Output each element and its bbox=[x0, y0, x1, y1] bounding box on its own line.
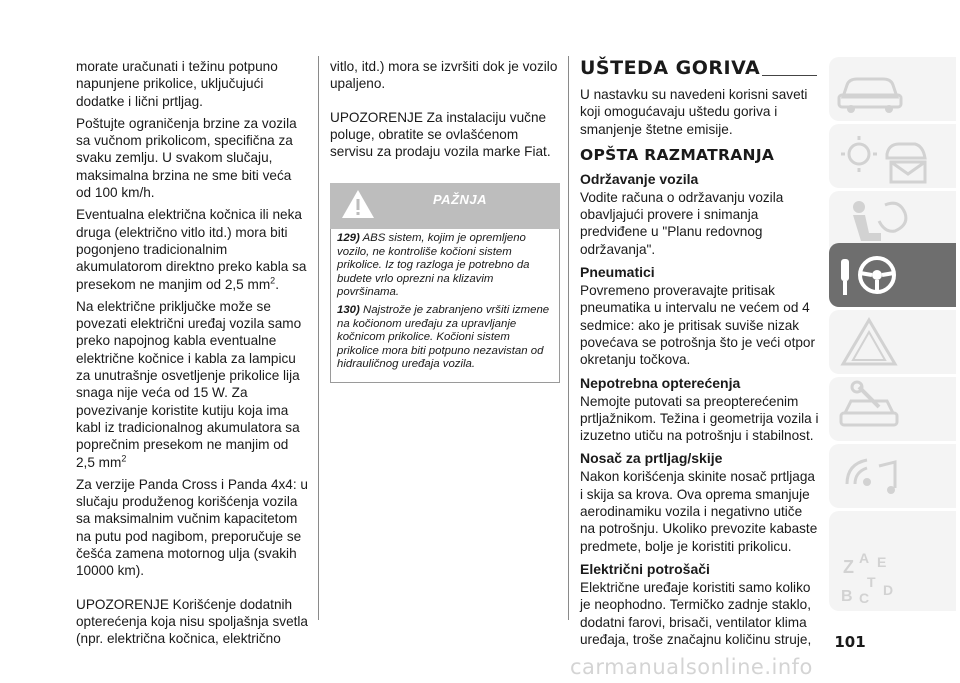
wrench-car-icon bbox=[829, 377, 956, 441]
title-rule bbox=[762, 75, 817, 76]
svg-text:D: D bbox=[883, 582, 894, 598]
chapter-tab-car[interactable] bbox=[829, 57, 956, 121]
paragraph: Za verzije Panda Cross i Panda 4x4: u slučaju produženog korišćenja vozila sa maksimalnim vučnim kapacitetom na putu pod nagibom, preporučuje se češća zamena motornog ulja (svakih 10000 km). bbox=[76, 476, 308, 579]
paragraph: Eventualna električna kočnica ili neka druga (električno vitlo itd.) mora biti pogonjeno tradicionalnim akumulatorom direktno preko kabla sa presekom ne manjim od 2,5 $mm^2$. bbox=[76, 207, 307, 292]
paragraph: U nastavku su navedeni korisni saveti koji omogućavaju uštedu goriva i smanjenje štetne emisije. bbox=[580, 87, 808, 137]
subheading: Održavanje vozila bbox=[580, 170, 699, 187]
warning-item: 130) Najstrože je zabranjeno vršiti izmene na kočionom uređaju za upravljanje kočnicom prikolice. Kočioni sistem prikolice mora biti potpuno nezavistan od hidrauličnog uređaja vozila. bbox=[337, 303, 550, 371]
chapter-tab-multimedia[interactable] bbox=[829, 444, 956, 508]
multimedia-icon bbox=[829, 444, 956, 508]
paragraph: Poštujte ograničenja brzine za vozila sa vučnom prikolicom, specifična za svaku zemlju. U svakom slučaju, maksimalna brzina ne sme biti veća od 100 km/h. bbox=[76, 115, 297, 201]
svg-text:T: T bbox=[867, 574, 876, 590]
paragraph: UPOZORENJE Korišćenje dodatnih opterećenja koja nisu spoljašnja svetla (npr. električna kočnica, električno bbox=[76, 596, 308, 647]
chapter-tab-index[interactable] bbox=[829, 511, 956, 611]
text-column-3 bbox=[580, 56, 820, 648]
svg-text:Z: Z bbox=[843, 557, 854, 577]
paragraph: Nakon korišćenja skinite nosač prtljaga i skija sa krova. Ova oprema smanjuje aerodinamiku vozila i negativno utiče na potrošnju. Ukoliko prevozite kabaste predmete, bolje je koristiti prikolicu. bbox=[580, 469, 818, 554]
dashboard-lights-icon bbox=[829, 124, 956, 188]
paragraph: Vodite računa o održavanju vozila obavljajući provere i snimanja predviđene u "Planu redovnog održavanja". bbox=[580, 189, 784, 257]
page-number: 101 bbox=[834, 633, 866, 651]
watermark: carmanualsonline.info bbox=[570, 655, 813, 679]
alphabet-index-icon bbox=[829, 511, 956, 611]
key-steering-wheel-icon bbox=[829, 243, 956, 307]
paragraph: Na električne priključke može se povezati električni uređaj vozila samo preko napojnog kabla eventualne električne kočnice i kabla za lampicu za unutrašnje osvetljenje prikolice lija snaga nije veća od 15 W. Za povezivanje koristite kutiju koja ima kabl iz tradicionalnog akumulatora sa poprečnim presekom ne manjim od 2,5 $mm^2$ bbox=[76, 298, 302, 470]
paragraph: Povremeno proveravajte pritisak pneumatika u intervalu ne većem od 4 sedmice: ako je pritisak suviše nizak povećava se potrošnja što je veći otpor okretanju točkova. bbox=[580, 283, 816, 368]
chapter-tab-maintenance[interactable] bbox=[829, 377, 956, 441]
warning-title: PAŽNJA bbox=[432, 192, 488, 207]
warning-box bbox=[330, 183, 560, 383]
paragraph: vitlo, itd.) mora se izvršiti dok je vozilo upaljeno. bbox=[330, 59, 558, 92]
subheading: Pneumatici bbox=[580, 264, 655, 281]
svg-text:C: C bbox=[859, 590, 870, 606]
chapter-tab-emergency[interactable] bbox=[829, 310, 956, 374]
warning-item: 129) ABS sistem, kojim je opremljeno vozilo, ne kontroliše kočioni sistem prikolice. Iz tog razloga je potrebno da budete vrlo oprezni na klizavim površinama. bbox=[337, 232, 530, 299]
subheading: Električni potrošači bbox=[580, 560, 710, 577]
chapter-tab-dashboard[interactable] bbox=[829, 124, 956, 188]
column-divider bbox=[318, 56, 319, 620]
chapter-tab-starting-driving[interactable] bbox=[829, 243, 956, 307]
subheading: Nosač za prtljag/skije bbox=[580, 450, 723, 467]
text-column-2 bbox=[330, 58, 560, 165]
column-divider bbox=[568, 56, 569, 620]
svg-text:E: E bbox=[877, 554, 887, 570]
warning-triangle-icon bbox=[829, 310, 956, 374]
paragraph: morate uračunati i težinu potpuno napunjene prikolice, uključujući dodatke i lični prtljag. bbox=[76, 59, 278, 109]
section-title: OPŠTA RAZMATRANJA bbox=[580, 145, 775, 164]
subheading: Nepotrebna opterećenja bbox=[580, 374, 741, 391]
chapter-title: UŠTEDA GORIVA bbox=[580, 57, 761, 79]
warning-body bbox=[330, 229, 560, 383]
paragraph: UPOZORENJE Za instalaciju vučne poluge, obratite se ovlašćenom servisu za prodaju vozila marke Fiat. bbox=[330, 109, 551, 160]
svg-text:A: A bbox=[859, 550, 870, 566]
car-icon bbox=[829, 57, 956, 121]
paragraph: Električne uređaje koristiti samo koliko je neophodno. Termičko zadnje staklo, dodatni farovi, brisači, ventilator klima uređaja, troše značajnu količinu struje, bbox=[580, 579, 812, 647]
text-column-1 bbox=[76, 58, 308, 653]
paragraph: Nemojte putovati sa preopterećenim prtljažnikom. Težina i geometrija vozila i izuzetno utiču na potrošnju i stabilnost. bbox=[580, 393, 819, 444]
svg-text:B: B bbox=[841, 588, 853, 605]
warning-header bbox=[330, 183, 560, 229]
